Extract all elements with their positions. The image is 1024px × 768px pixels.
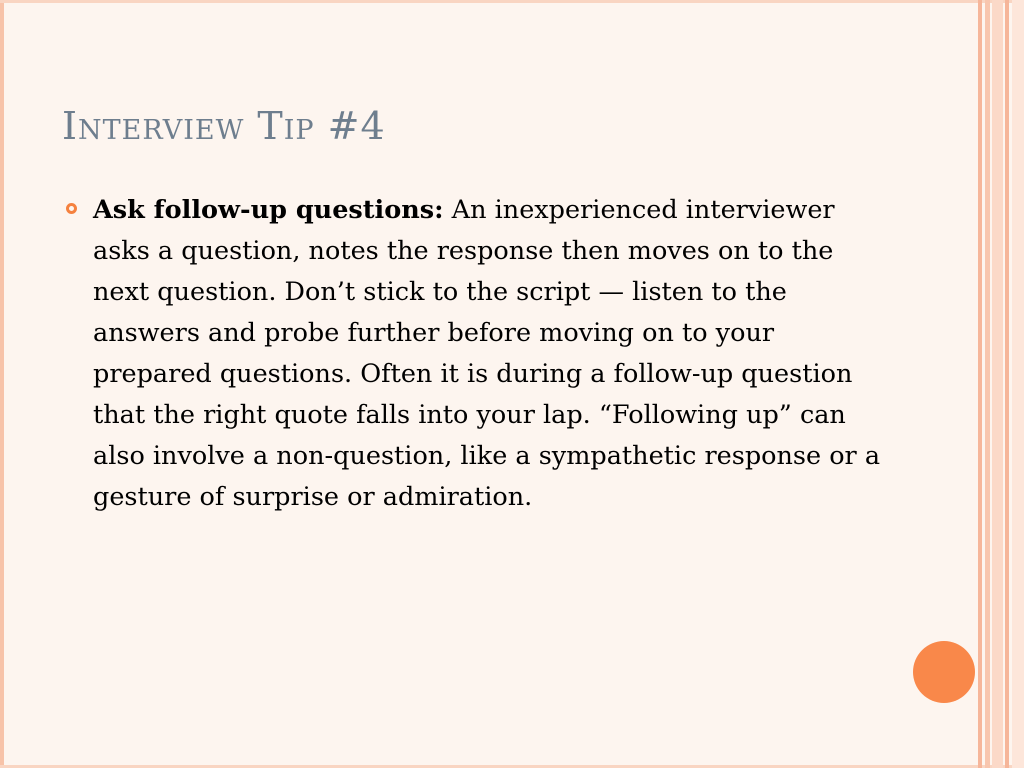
bullet-lead-text: Ask follow-up questions: — [93, 195, 444, 225]
decor-stripe — [1005, 0, 1009, 768]
bullet-item — [66, 190, 886, 518]
bullet-body-text: An inexperienced interviewer asks a question, notes the response then moves on to the next question. Don’t stick to the script — listen to the answers and probe further before moving on to your prepared questions. Often it is during a follow-up question that the right quote falls into your lap. “Following up” can also involve a non-question, like a sympathetic response or a gesture of surprise or admiration. — [93, 195, 881, 512]
slide-body — [66, 190, 886, 518]
decor-stripe — [1012, 0, 1024, 768]
frame-left-line — [0, 0, 4, 768]
decor-stripe — [978, 0, 982, 768]
decor-stripe — [992, 0, 1003, 768]
frame-top-line — [0, 0, 1024, 3]
circle-bullet-icon — [66, 203, 77, 214]
decorative-circle — [913, 641, 975, 703]
slide-title: Interview Tip #4 — [62, 104, 386, 148]
decor-stripe — [985, 0, 990, 768]
